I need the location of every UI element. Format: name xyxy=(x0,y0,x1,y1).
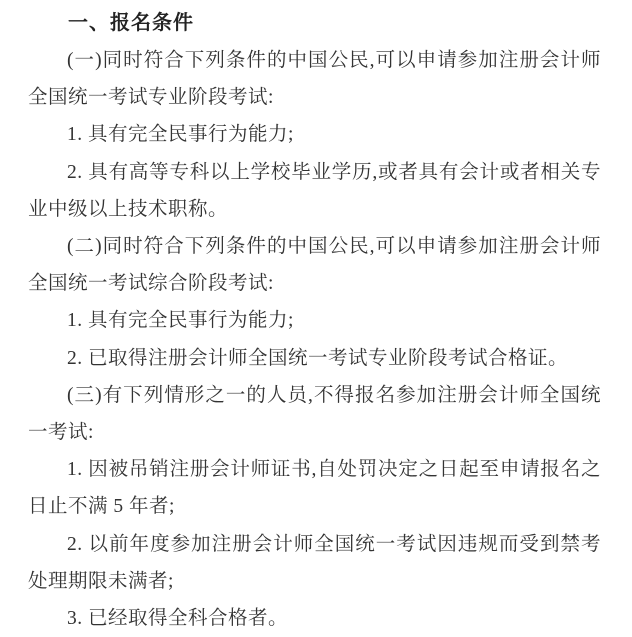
paragraph-condition-3-intro: (三)有下列情形之一的人员,不得报名参加注册会计师全国统一考试: xyxy=(28,384,601,444)
paragraph-condition-2-item-2: 2. 已取得注册会计师全国统一考试专业阶段考试合格证。 xyxy=(67,347,569,369)
paragraph-condition-2-item-1: 1. 具有完全民事行为能力; xyxy=(67,310,294,332)
paragraph-condition-1-item-2: 2. 具有高等专科以上学校毕业学历,或者具有会计或者相关专业中级以上技术职称。 xyxy=(28,161,601,220)
paragraph-condition-1-intro: (一)同时符合下列条件的中国公民,可以申请参加注册会计师全国统一考试专业阶段考试: xyxy=(28,50,601,109)
paragraph-condition-2-intro: (二)同时符合下列条件的中国公民,可以申请参加注册会计师全国统一考试综合阶段考试: xyxy=(28,236,601,295)
paragraph-condition-1-item-1: 1. 具有完全民事行为能力; xyxy=(67,124,294,146)
paragraph-condition-3-item-1: 1. 因被吊销注册会计师证书,自处罚决定之日起至申请报名之日止不满 5 年者; xyxy=(28,459,601,518)
paragraph-condition-3-item-2: 2. 以前年度参加注册会计师全国统一考试因违规而受到禁考处理期限未满者; xyxy=(28,533,601,592)
paragraph-condition-3-item-3: 3. 已经取得全科合格者。 xyxy=(67,608,289,630)
section-heading: 一、报名条件 xyxy=(68,12,194,34)
